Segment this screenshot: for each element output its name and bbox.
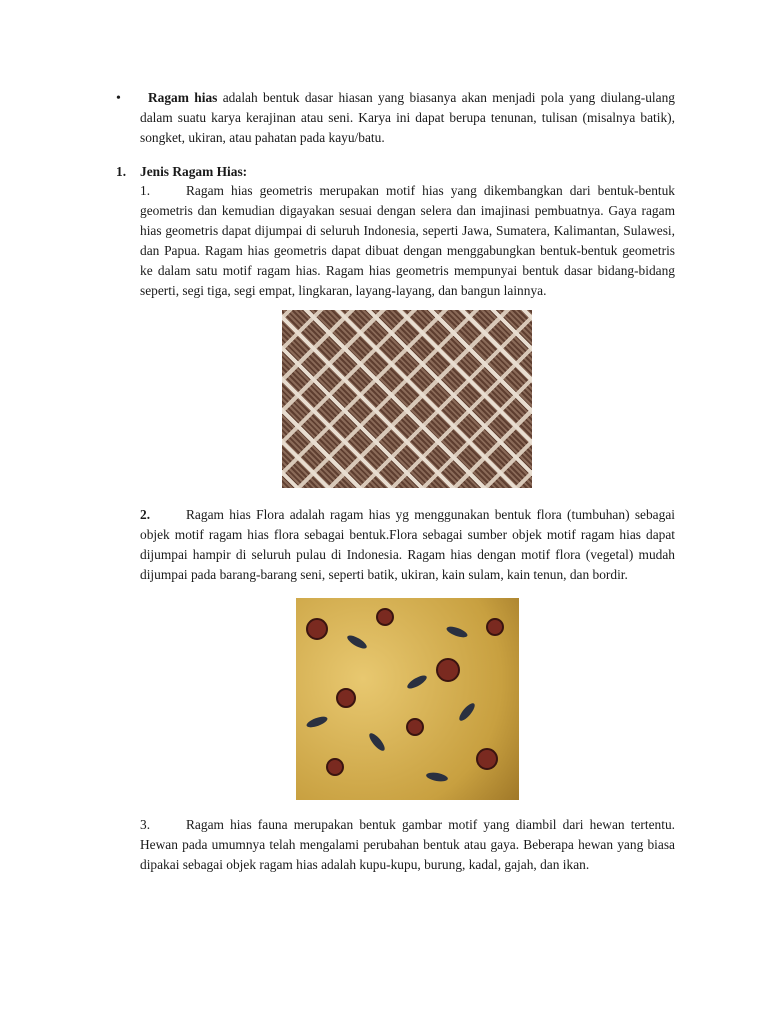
item-text: Ragam hias fauna merupakan bentuk gambar motif yang diambil dari hewan tertentu. Hewan pada umumnya telah mengalami perubahan bentuk atau gaya. Beberapa hewan yang biasa dipakai sebagai objek ragam hias adalah kupu-kupu, burung, kadal, gajah, dan ikan. xyxy=(140,817,675,872)
floral-batik-image xyxy=(296,598,519,800)
bullet-icon: • xyxy=(116,91,121,106)
item-geometric xyxy=(140,181,675,301)
intro-paragraph xyxy=(140,88,675,148)
item-number: 1. xyxy=(140,183,151,198)
item-number: 2. xyxy=(140,507,151,522)
section-title: Jenis Ragam Hias: xyxy=(140,164,248,179)
item-flora xyxy=(140,505,675,585)
intro-text: adalah bentuk dasar hiasan yang biasanya akan menjadi pola yang diulang-ulang dalam suatu karya kerajinan atau seni. Karya ini dapat berupa tenunan, tulisan (misalnya batik), songket, ukiran, atau pahatan pada kayu/batu. xyxy=(140,90,675,145)
item-text: Ragam hias Flora adalah ragam hias yg menggunakan bentuk flora (tumbuhan) sebagai objek motif ragam hias flora sebagai bentuk.Flora sebagai sumber objek motif ragam hias dapat dijumpai hampir di seluruh pulau di Indonesia. Ragam hias dengan motif flora (vegetal) mudah dijumpai pada barang-barang seni, seperti batik, ukiran, kain sulam, kain tenun, dan bordir. xyxy=(140,507,675,582)
item-fauna xyxy=(140,815,675,875)
intro-term: Ragam hias xyxy=(148,90,218,105)
section-number: 1. xyxy=(116,164,127,179)
item-text: Ragam hias geometris merupakan motif hias yang dikembangkan dari bentuk-bentuk geometris dan kemudian digayakan sesuai dengan selera dan imajinasi pembuatnya. Gaya ragam hias geometris dapat dijumpai di seluruh Indonesia, seperti Jawa, Sumatera, Kalimantan, Sulawesi, dan Papua. Ragam hias geometris dapat dibuat dengan menggabungkan bentuk-bentuk geometris ke dalam satu motif ragam hias. Ragam hias geometris mempunyai bentuk dasar bidang-bidang seperti, segi tiga, segi empat, lingkaran, layang-layang, dan bangun lainnya. xyxy=(140,183,675,298)
geometric-batik-image xyxy=(282,310,532,488)
item-number: 3. xyxy=(140,817,151,832)
